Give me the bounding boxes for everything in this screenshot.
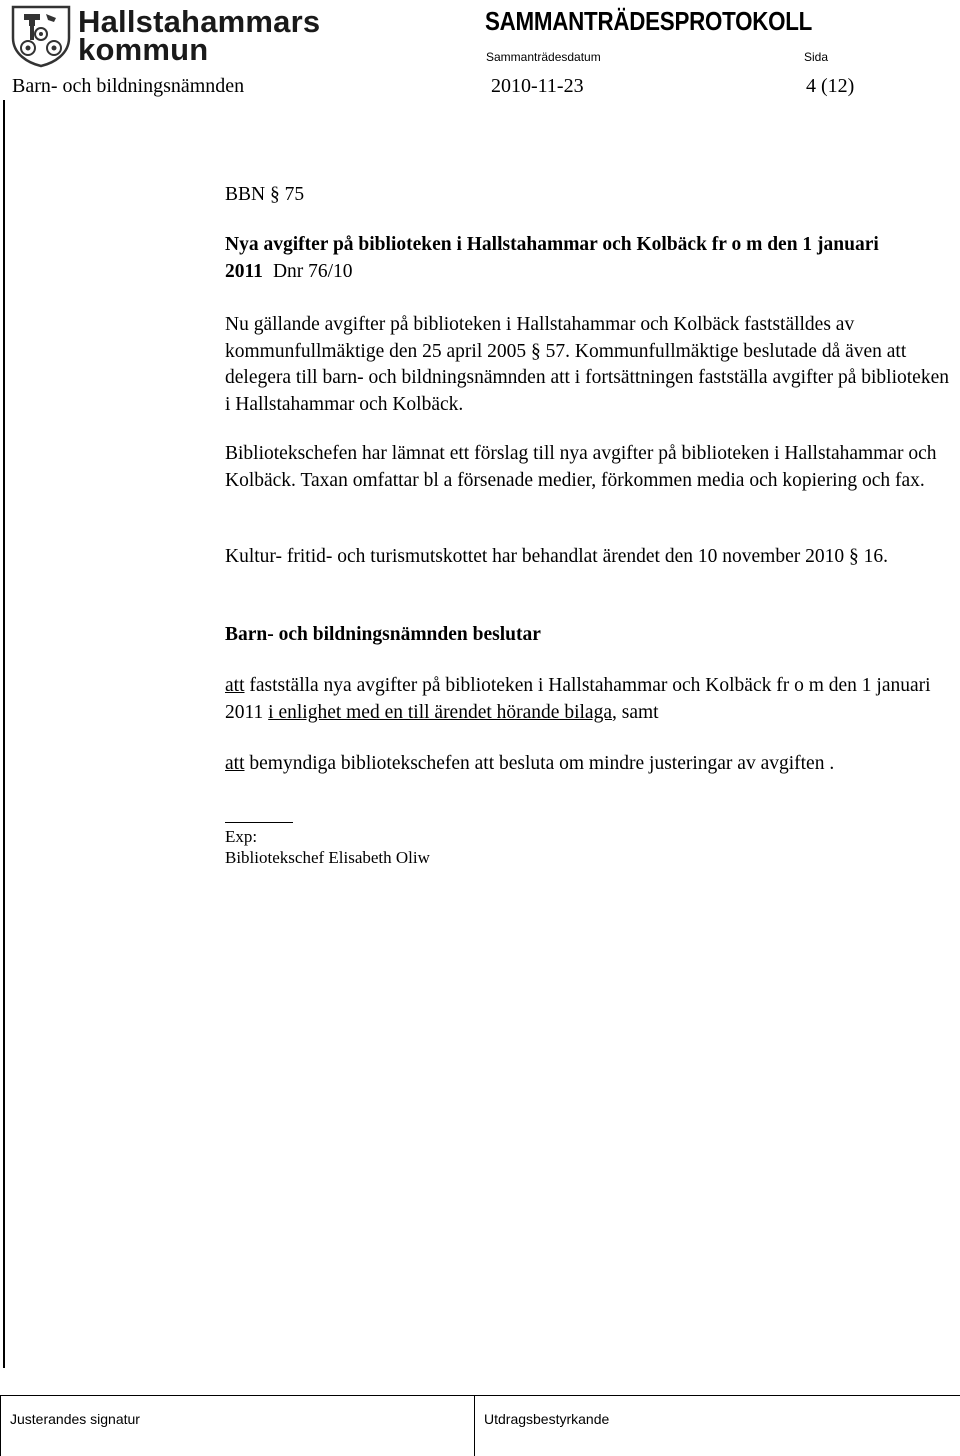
distribution-recipient: Bibliotekschef Elisabeth Oliw (225, 848, 430, 867)
decision-item (225, 673, 950, 726)
decision-heading: Barn- och bildningsnämnden beslutar (225, 624, 541, 645)
decision-att-keyword: att (225, 753, 245, 774)
extract-label: Utdragsbestyrkande (484, 1411, 610, 1427)
decision-text-end: , samt (612, 701, 659, 723)
paragraph-committee-handling: Kultur- fritid- och turismutskottet har behandlat ärendet den 10 november 2010 § 16. (225, 546, 888, 567)
meeting-date: 2010-11-23 (491, 75, 584, 97)
paragraph-background: Nu gällande avgifter på biblioteken i Hallstahammar och Kolbäck fastställdes av kommunfullmäktige den 25 april 2005 § 57. Kommunfullmäktige beslutade då även att delegera till barn- och bildningsnämnden att i fortsättningen fastställa avgifter på biblioteken i Hallstahammar och Kolbäck. (225, 314, 949, 415)
case-number: Dnr 76/10 (272, 260, 353, 282)
attachment-reference: i enlighet med en till ärendet hörande bilaga (268, 701, 612, 723)
distribution-rule (225, 822, 293, 823)
item-title: Nya avgifter på biblioteken i Hallstahammar och Kolbäck fr o m den 1 januari 2011 (225, 234, 879, 282)
meeting-date-label: Sammanträdesdatum (486, 50, 601, 64)
section-id: BBN § 75 (225, 184, 305, 205)
item-heading (225, 232, 950, 285)
municipality-logo (10, 4, 321, 68)
committee-name: Barn- och bildningsnämnden (12, 75, 245, 97)
signature-box (0, 1396, 475, 1456)
logo-wordmark-line2: kommun (78, 32, 209, 67)
page-number: 4 (12) (806, 75, 855, 97)
logo-wordmark-line1: Hallstahammars (78, 4, 321, 39)
coat-of-arms-icon (10, 4, 72, 68)
decision-item (225, 751, 950, 778)
margin-rule (3, 100, 5, 1368)
extract-certification-box (474, 1396, 960, 1456)
page-label: Sida (804, 50, 829, 64)
decision-att-keyword: att (225, 675, 245, 696)
distribution-label: Exp: (225, 827, 258, 846)
document-type-title: SAMMANTRÄDESPROTOKOLL (485, 6, 813, 36)
decision-text: bemyndiga bibliotekschefen att besluta om mindre justeringar av avgiften . (244, 753, 835, 774)
paragraph-proposal: Bibliotekschefen har lämnat ett förslag till nya avgifter på biblioteken i Hallstahammar och Kolbäck. Taxan omfattar bl a försenade medier, förkommen media och kopiering och fax. (225, 443, 937, 491)
signature-label: Justerandes signatur (10, 1411, 140, 1427)
decision-text: fastställa nya avgifter på biblioteken i Hallstahammar och Kolbäck fr o m den 1 januari 2011 (225, 675, 931, 723)
